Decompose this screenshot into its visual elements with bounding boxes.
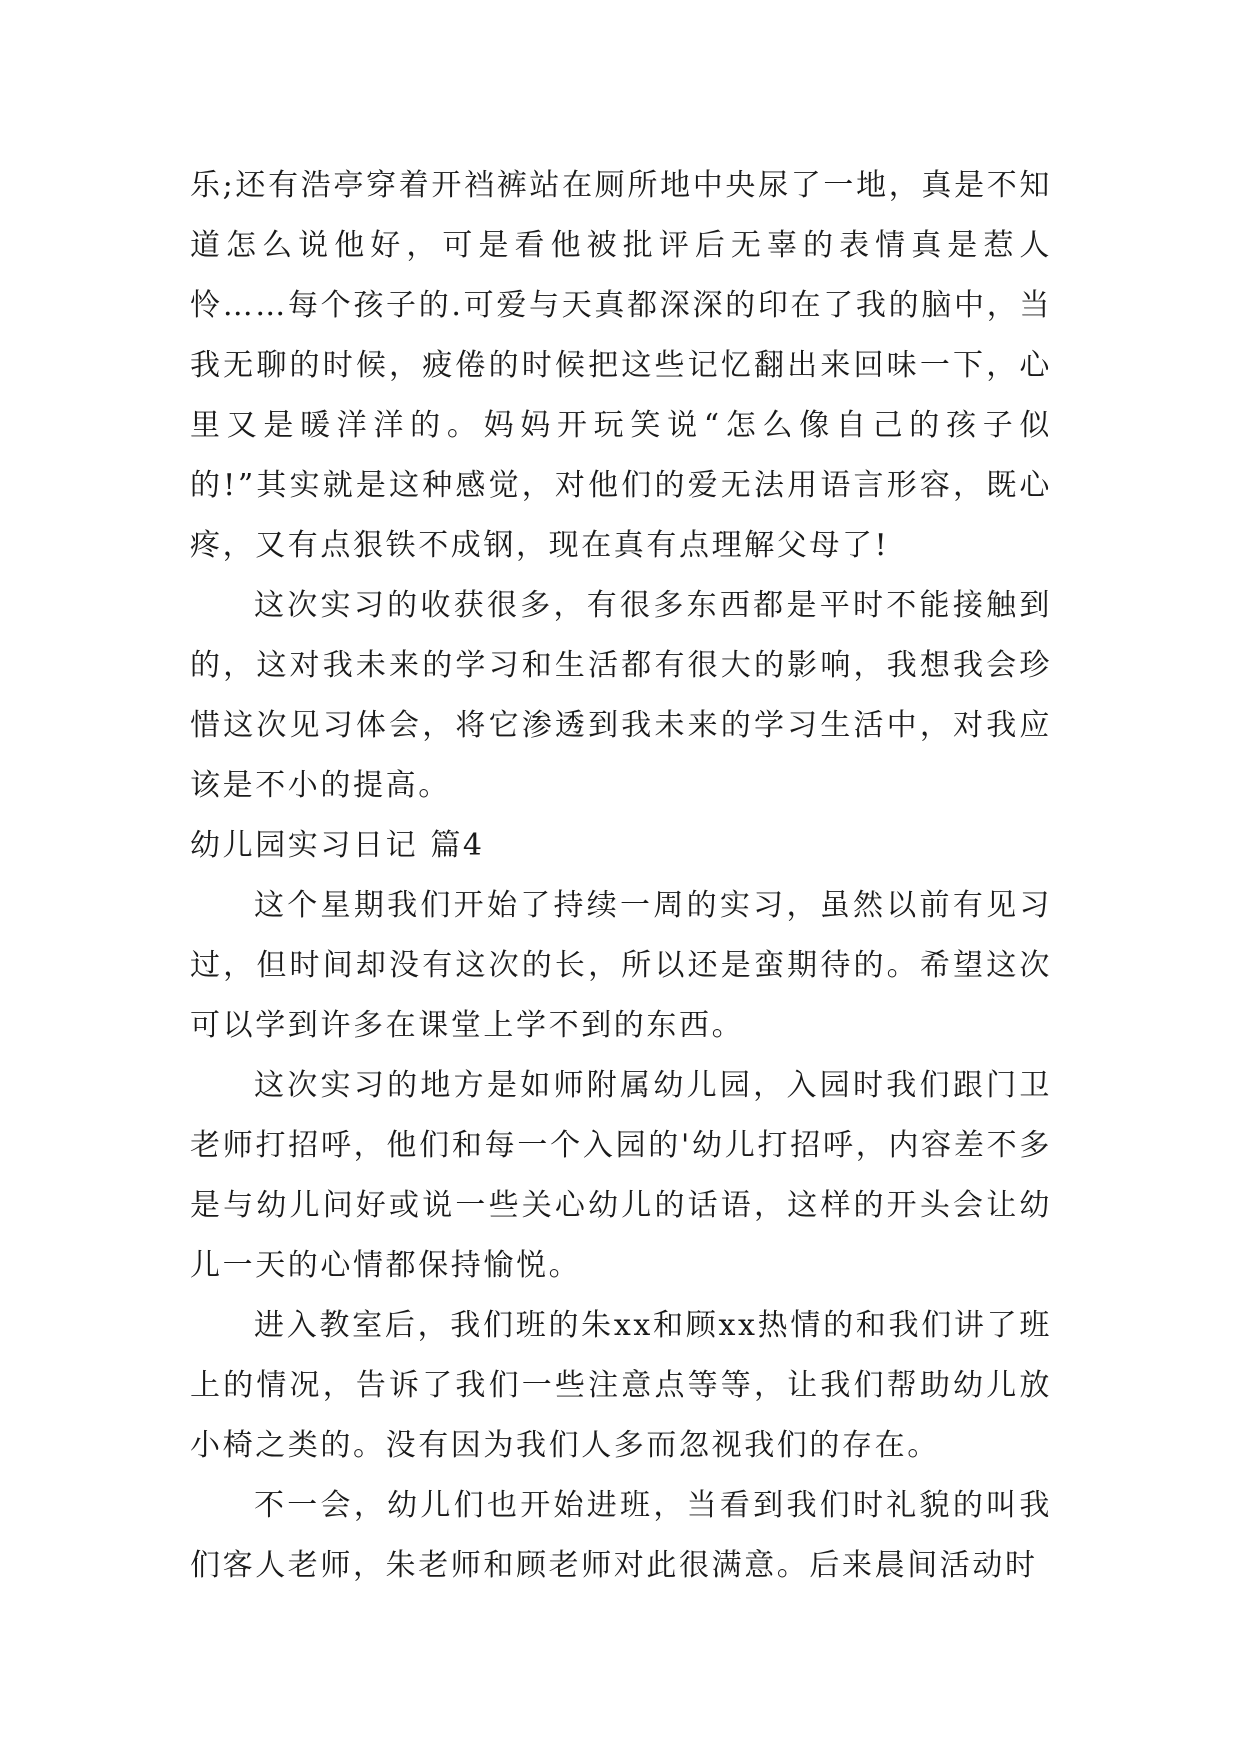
paragraph-children-arrive: 不一会，幼儿们也开始进班，当看到我们时礼貌的叫我们客人老师，朱老师和顾老师对此很满意。后来晨间活动时: [190, 1488, 1052, 1583]
paragraph-continuation: 乐;还有浩亭穿着开裆裤站在厕所地中央尿了一地，真是不知道怎么说他好，可是看他被批评后无辜的表情真是惹人怜……每个孩子的.可爱与天真都深深的印在了我的脑中，当我无聊的时候，疲倦的时候把这些记忆翻出来回味一下，心里又是暖洋洋的。妈妈开玩笑说“怎么像自己的孩子似的!”其实就是这种感觉，对他们的爱无法用语言形容，既心疼，又有点狠铁不成钢，现在真有点理解父母了!: [190, 168, 1052, 563]
paragraph-week-start: 这个星期我们开始了持续一周的实习，虽然以前有见习过，但时间却没有这次的长，所以还是蛮期待的。希望这次可以学到许多在课堂上学不到的东西。: [190, 888, 1052, 1043]
document-body: [190, 156, 1052, 1596]
paragraph-internship-gains: 这次实习的收获很多，有很多东西都是平时不能接触到的，这对我未来的学习和生活都有很大的影响，我想我会珍惜这次见习体会，将它渗透到我未来的学习生活中，对我应该是不小的提高。: [190, 588, 1052, 803]
section-heading: 幼儿园实习日记 篇4: [190, 828, 485, 863]
paragraph-kindergarten-entry: 这次实习的地方是如师附属幼儿园，入园时我们跟门卫老师打招呼，他们和每一个入园的'幼儿打招呼，内容差不多是与幼儿问好或说一些关心幼儿的话语，这样的开头会让幼儿一天的心情都保持愉悦。: [190, 1068, 1052, 1283]
paragraph-classroom: 进入教室后，我们班的朱xx和顾xx热情的和我们讲了班上的情况，告诉了我们一些注意点等等，让我们帮助幼儿放小椅之类的。没有因为我们人多而忽视我们的存在。: [190, 1308, 1052, 1463]
